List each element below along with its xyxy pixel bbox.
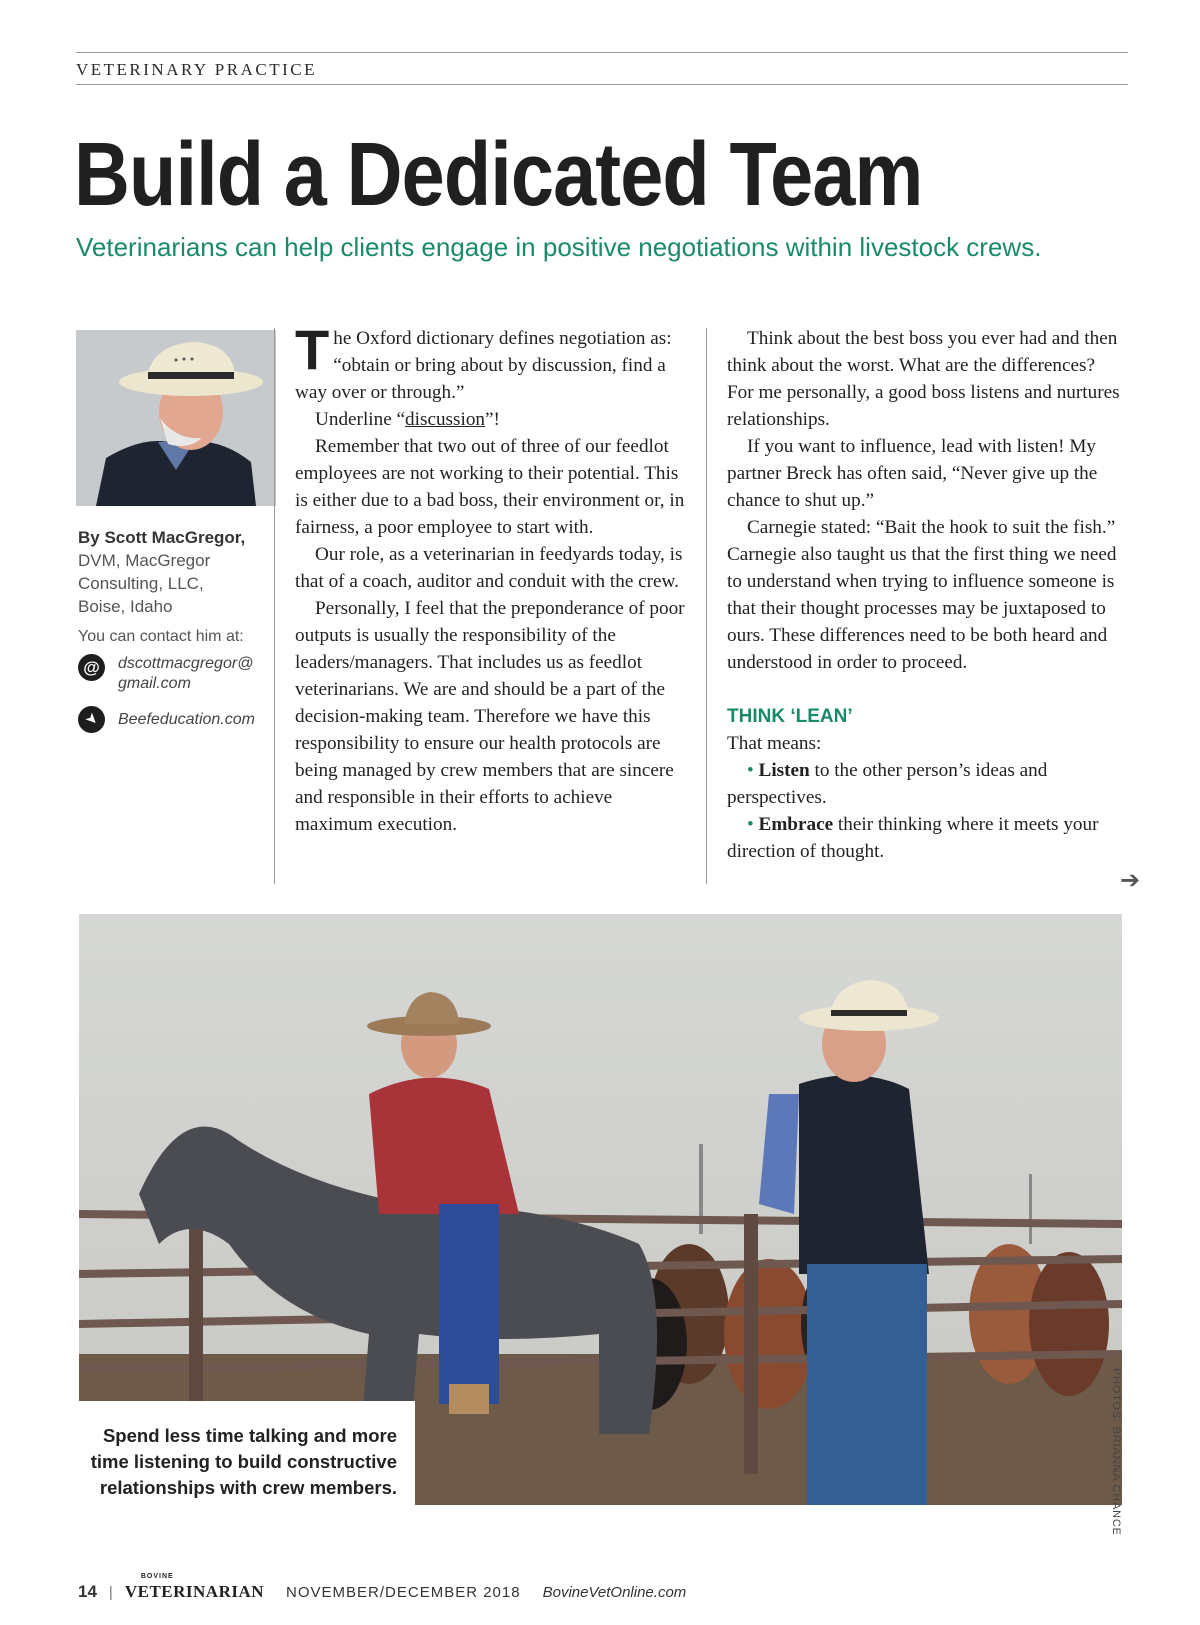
headline: Build a Dedicated Team bbox=[74, 125, 923, 225]
photo-credit: PHOTOS: BRIANNA CHANCE bbox=[1110, 1368, 1122, 1536]
website-url[interactable]: BovineVetOnline.com bbox=[542, 1584, 687, 1601]
footer-separator: | bbox=[108, 1584, 113, 1601]
paragraph: Remember that two out of three of our feedlot employees are not working to their potential. This is either due to a bad boss, their environment or, in fairness, a poor employee to start with. bbox=[295, 436, 685, 538]
website-contact[interactable] bbox=[78, 706, 255, 733]
top-rule bbox=[76, 52, 1128, 53]
paragraph: Our role, as a veterinarian in feedyards today, is that of a coach, auditor and conduit with the crew. bbox=[295, 544, 683, 592]
article-column-1 bbox=[295, 318, 690, 838]
issue-date: NOVEMBER/DECEMBER 2018 bbox=[286, 1584, 521, 1601]
contact-label: You can contact him at: bbox=[78, 628, 244, 645]
paragraph: Personally, I feel that the preponderance of poor outputs is usually the responsibility of the leaders/managers. That includes us as feedlot veterinarians. We are and should be a part of the decision-making team. Therefore we have this responsibility to ensure our health protocols are being managed by crew members that are sincere and responsible in their efforts to achieve maximum execution. bbox=[295, 598, 685, 835]
continue-arrow-icon: ➔ bbox=[1120, 866, 1141, 894]
email-contact[interactable] bbox=[78, 654, 253, 694]
drop-cap: T bbox=[295, 318, 330, 381]
subhead: THINK ‘LEAN’ bbox=[727, 706, 853, 727]
logo-text: VETERINARIAN bbox=[124, 1582, 265, 1601]
dek: Veterinarians can help clients engage in positive negotiations within livestock crews. bbox=[76, 232, 1042, 262]
paragraph: Carnegie stated: “Bait the hook to suit the fish.” Carnegie also taught us that the first thing we need to understand when trying to influence someone is that their thought processes may be juxtaposed to ours. These differences need to be both heard and understood in order to proceed. bbox=[727, 517, 1117, 673]
magazine-logo bbox=[124, 1573, 265, 1602]
bullet-item: • Listen to the other person’s ideas and perspectives. bbox=[727, 760, 1048, 808]
bullet-icon: • bbox=[747, 760, 754, 781]
page-number: 14 bbox=[78, 1582, 97, 1601]
section-label: VETERINARY PRACTICE bbox=[76, 60, 317, 79]
page-footer bbox=[78, 1573, 687, 1602]
author-company: Consulting, LLC, bbox=[78, 574, 204, 593]
author-photo bbox=[76, 330, 276, 506]
paragraph: Think about the best boss you ever had and then think about the worst. What are the differences? For me personally, a good boss listens and nurtures relationships. bbox=[727, 328, 1120, 430]
cursor-icon: ➤ bbox=[72, 700, 110, 738]
bullet-icon: • bbox=[747, 814, 754, 835]
paragraph: The Oxford dictionary defines negotiation as: “obtain or bring about by discussion, find a way over or through.” bbox=[295, 318, 672, 403]
at-sign-icon: @ bbox=[78, 654, 105, 681]
paragraph: Underline “discussion”! bbox=[315, 409, 500, 430]
section-rule bbox=[76, 84, 1128, 85]
website-link[interactable]: Beefeducation.com bbox=[118, 711, 255, 728]
paragraph: That means: bbox=[727, 733, 822, 754]
author-location: Boise, Idaho bbox=[78, 597, 173, 616]
logo-small-text: BOVINE bbox=[140, 1573, 174, 1580]
bullet-item: • Embrace their thinking where it meets your direction of thought. bbox=[727, 814, 1099, 862]
photo-caption: Spend less time talking and more time listening to build constructive relationships with crew members. bbox=[79, 1401, 415, 1505]
column-rule-left bbox=[274, 328, 275, 884]
author-name: By Scott MacGregor, bbox=[78, 528, 246, 547]
author-credential: DVM, MacGregor bbox=[78, 551, 211, 570]
paragraph: If you want to influence, lead with listen! My partner Breck has often said, “Never give up the chance to shut up.” bbox=[727, 436, 1098, 511]
article-column-2 bbox=[727, 325, 1123, 865]
email-line-1: dscottmacgregor@ bbox=[118, 655, 254, 672]
author-byline bbox=[78, 526, 278, 618]
email-line-2: gmail.com bbox=[118, 675, 191, 692]
column-rule-right bbox=[706, 328, 707, 884]
